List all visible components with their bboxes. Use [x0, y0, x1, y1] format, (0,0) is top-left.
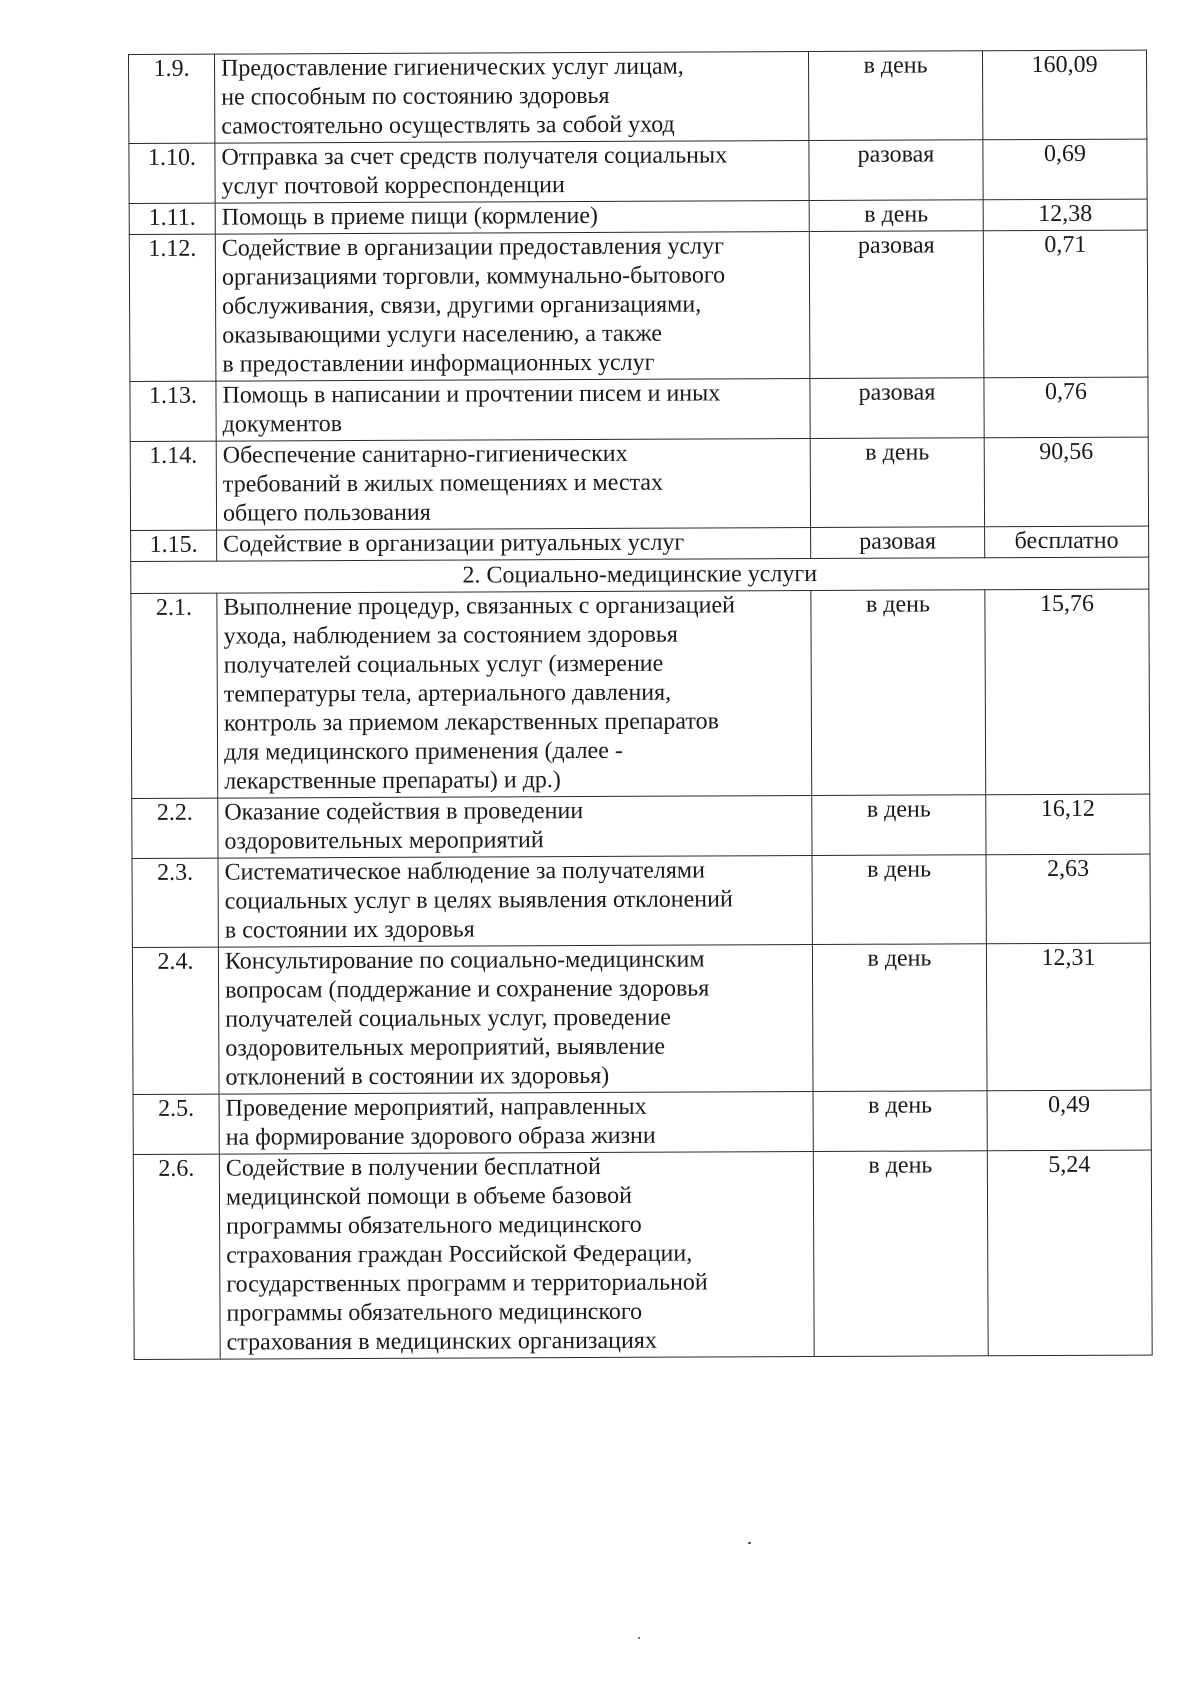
service-number: 1.15. [131, 530, 217, 561]
service-price: бесплатно [985, 526, 1149, 558]
table-row [132, 794, 1150, 858]
service-unit: в день [812, 855, 986, 945]
service-number: 1.14. [130, 441, 216, 530]
service-name: Систематическое наблюдение за получателями социальных услуг в целях выявления отклонений в состоянии их здоровья [218, 856, 812, 948]
service-price: 12,38 [983, 199, 1147, 231]
service-price: 16,12 [986, 794, 1150, 855]
table-row [131, 526, 1149, 561]
service-price: 0,71 [983, 230, 1148, 378]
table-row [133, 1150, 1152, 1359]
table-row [129, 199, 1147, 234]
service-price: 0,49 [987, 1090, 1151, 1151]
service-number: 2.4. [132, 947, 219, 1094]
services-tariff-table [128, 50, 1153, 1360]
table-row [133, 1090, 1151, 1154]
service-name: Содействие в организации ритуальных услуг [217, 528, 811, 562]
service-name: Оказание содействия в проведении оздоровительных мероприятий [218, 796, 812, 859]
scan-speck [748, 1542, 751, 1544]
section-header-row [131, 557, 1149, 593]
scan-speck [638, 1637, 640, 1639]
service-number: 1.11. [129, 203, 215, 234]
service-unit: разовая [810, 378, 984, 439]
table-row [132, 943, 1151, 1094]
service-unit: в день [812, 795, 986, 856]
table-row [129, 139, 1147, 203]
service-number: 2.5. [133, 1094, 219, 1154]
service-name: Отправка за счет средств получателя социальных услуг почтовой корреспонденции [215, 141, 809, 204]
section-title: 2. Социально-медицинские услуги [131, 557, 1149, 593]
service-price: 0,69 [983, 139, 1147, 200]
table-row [129, 50, 1147, 143]
service-unit: в день [811, 590, 986, 796]
service-unit: в день [808, 51, 982, 141]
service-unit: разовая [811, 527, 985, 559]
service-unit: в день [809, 200, 983, 232]
service-number: 2.6. [133, 1154, 220, 1359]
table-row [132, 854, 1150, 947]
service-price: 12,31 [986, 943, 1151, 1091]
service-price: 0,76 [984, 377, 1148, 438]
service-name: Консультирование по социально-медицинским вопросам (поддержание и сохранение здоровья получателей социальных услуг, проведение оздоровительных мероприятий, выявление отклонений в состоянии их здоровья) [218, 945, 813, 1095]
service-unit: в день [813, 1151, 988, 1357]
service-name: Выполнение процедур, связанных с организацией ухода, наблюдением за состоянием здоровья получателей социальных услуг (измерение температуры тела, артериального давления, контроль за приемом лекарственных препаратов для медицинского применения (далее - лекарственные препараты) и др.) [217, 591, 812, 799]
service-number: 2.2. [132, 798, 218, 858]
service-name: Содействие в получении бесплатной медицинской помощи в объеме базовой программы обязательного медицинского страхования граждан Российской Федерации, государственных программ и территориальной программы обязательного медицинского страхования в медицинских организациях [219, 1152, 814, 1360]
service-unit: разовая [809, 231, 984, 379]
service-unit: разовая [809, 140, 983, 201]
service-number: 1.9. [129, 54, 215, 143]
service-number: 1.12. [129, 234, 216, 381]
table-body [129, 50, 1153, 1359]
service-number: 1.10. [129, 143, 215, 203]
service-number: 2.3. [132, 858, 218, 947]
service-price: 90,56 [984, 437, 1148, 527]
service-name: Проведение мероприятий, направленных на формирование здорового образа жизни [219, 1092, 813, 1155]
table-row [130, 377, 1148, 441]
service-price: 5,24 [987, 1150, 1152, 1356]
service-number: 2.1. [131, 593, 218, 798]
service-name: Помощь в написании и прочтении писем и иных документов [216, 379, 810, 442]
table-row [130, 437, 1148, 530]
service-price: 2,63 [986, 854, 1150, 944]
service-number: 1.13. [130, 381, 216, 441]
service-name: Помощь в приеме пищи (кормление) [215, 201, 809, 235]
service-name: Предоставление гигиенических услуг лицам, не способным по состоянию здоровья самостоятельно осуществлять за собой уход [215, 52, 809, 144]
service-name: Обеспечение санитарно-гигиенических требований в жилых помещениях и местах общего пользования [216, 439, 810, 531]
table-row [131, 589, 1150, 798]
service-name: Содействие в организации предоставления услуг организациями торговли, коммунально-бытового обслуживания, связи, другими организациями, оказывающими услуги населению, а также в предоставлении информационных услуг [215, 232, 810, 382]
service-unit: в день [810, 438, 984, 528]
service-unit: в день [813, 1091, 987, 1152]
service-price: 160,09 [982, 50, 1146, 140]
service-unit: в день [812, 944, 987, 1092]
table-row [129, 230, 1148, 381]
service-price: 15,76 [985, 589, 1150, 795]
